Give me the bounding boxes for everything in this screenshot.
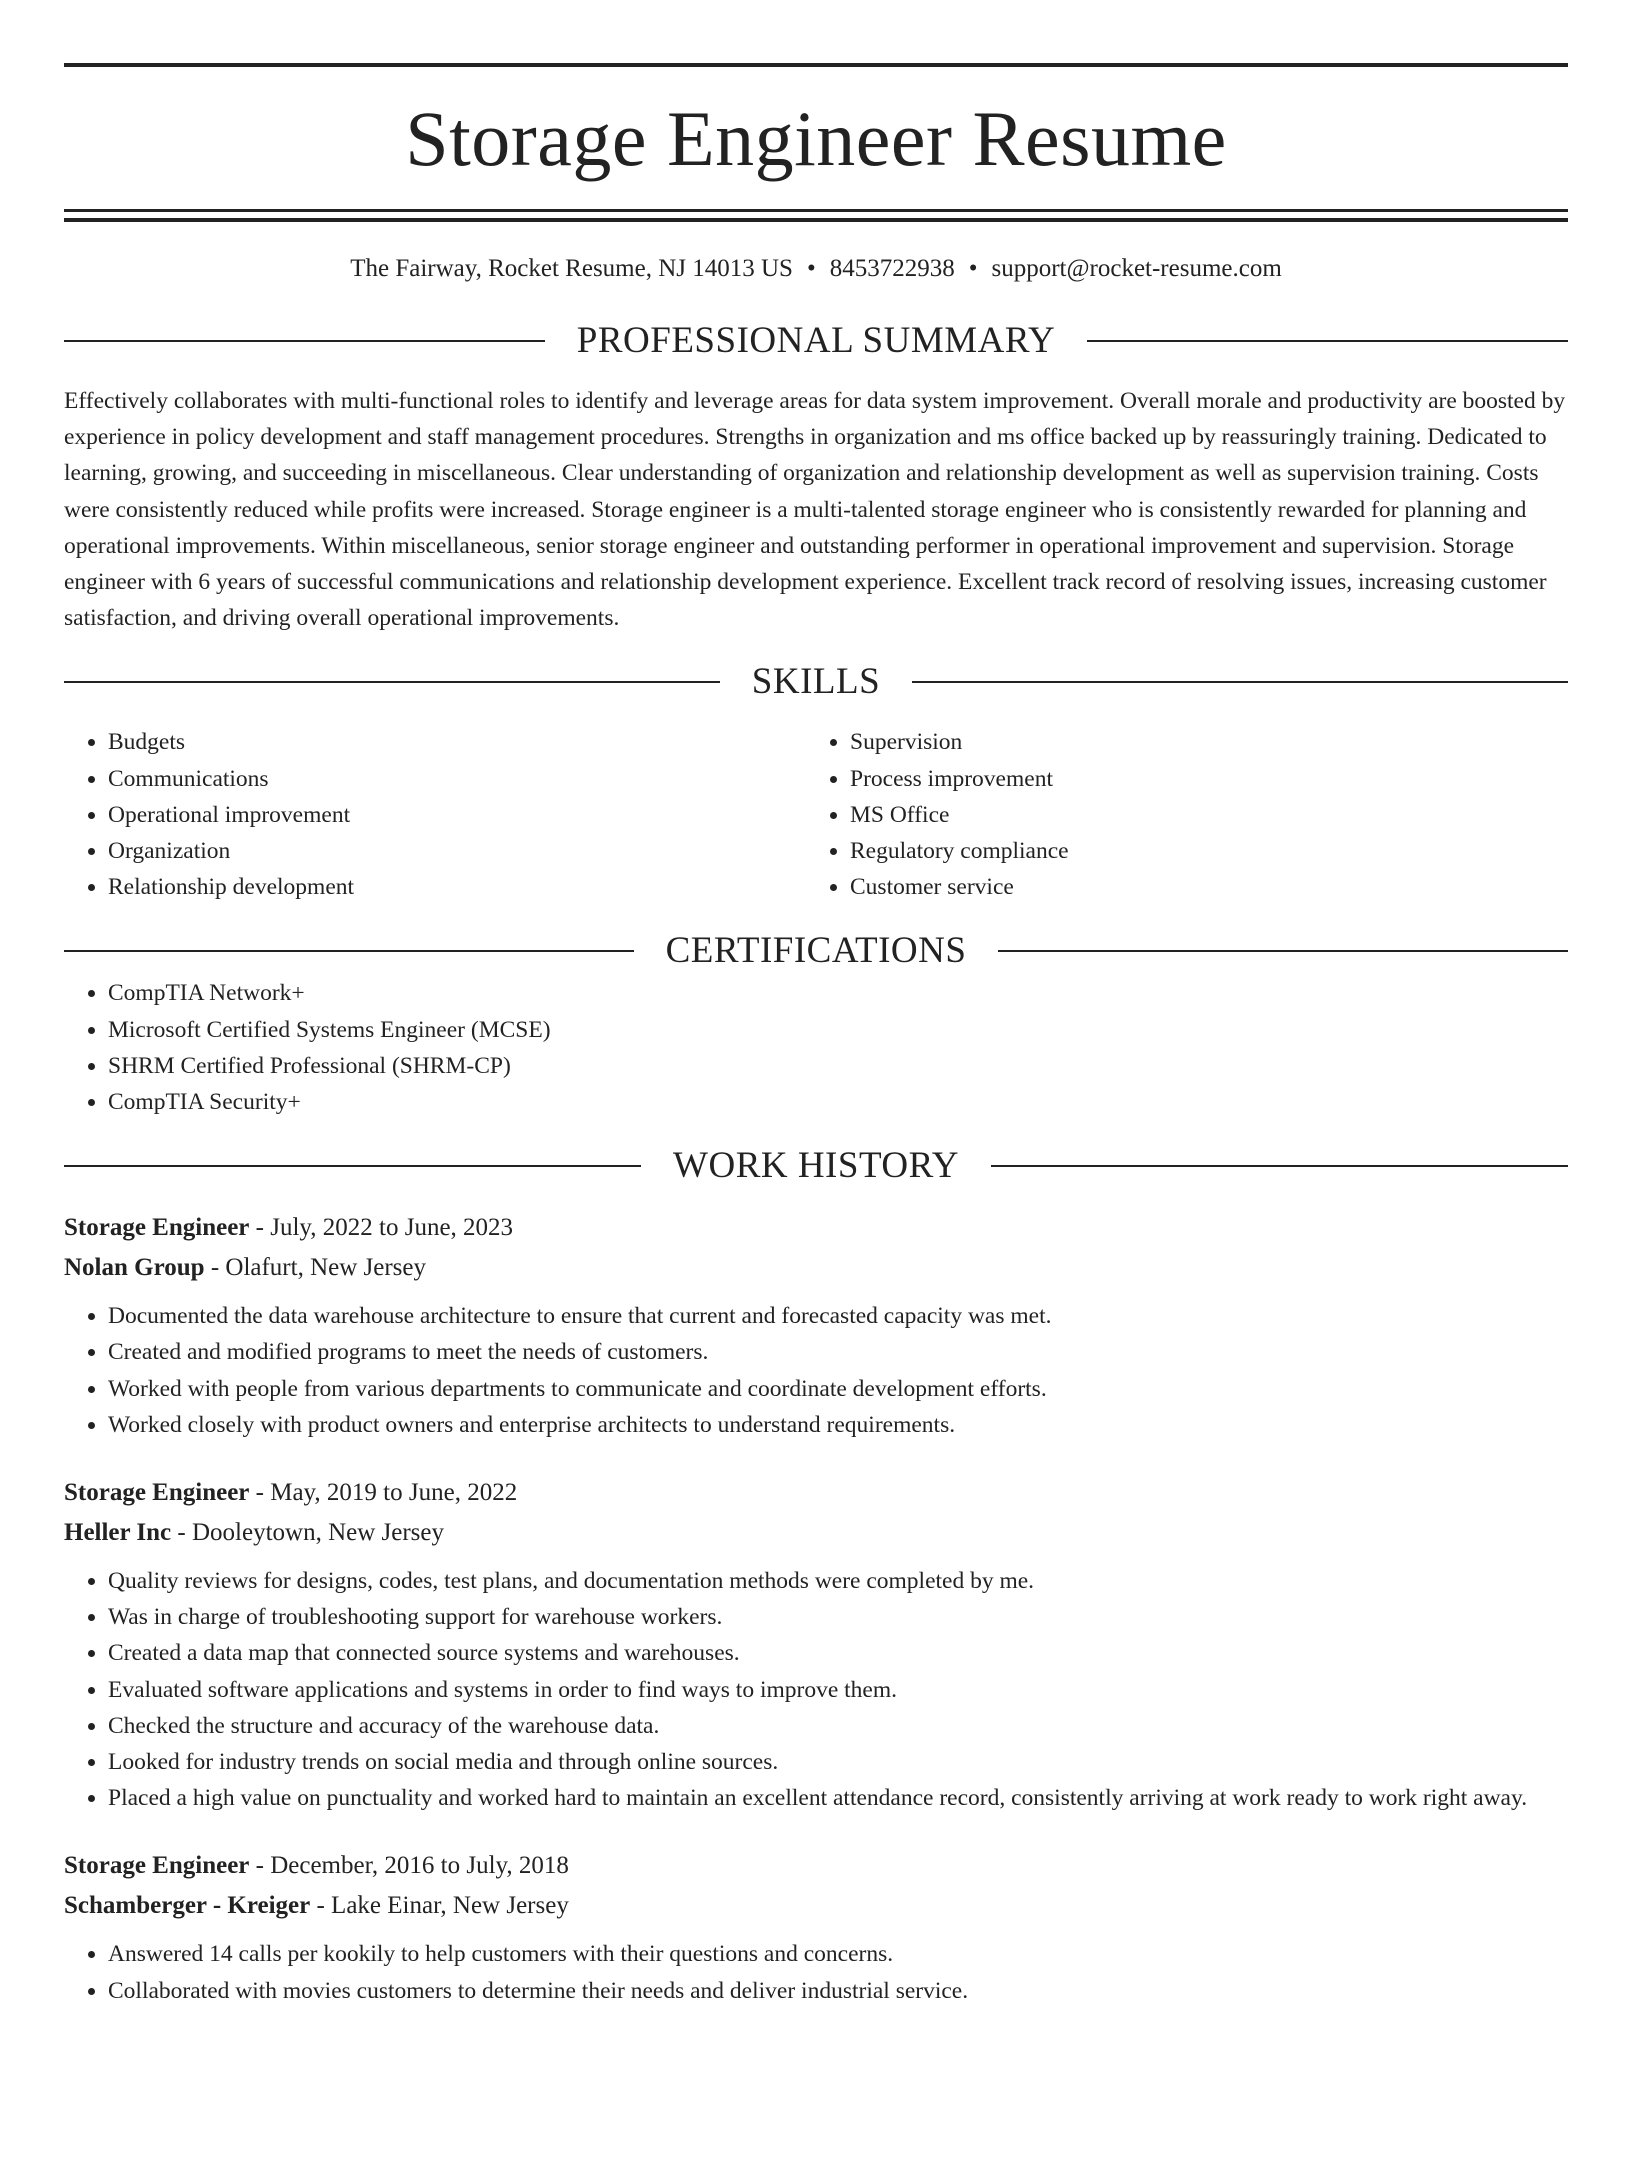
skill-item: • MS Office	[850, 797, 1548, 833]
job-company-line	[64, 1513, 1568, 1553]
contact-phone: 8453722938	[829, 255, 955, 282]
job-bullet: • Worked with people from various departments to communicate and coordinate development efforts.	[108, 1371, 1568, 1407]
job-bullet: • Checked the structure and accuracy of the warehouse data.	[108, 1708, 1568, 1744]
top-rule	[64, 63, 1568, 67]
skills-column-right	[806, 724, 1548, 905]
skill-item: • Relationship development	[108, 869, 806, 905]
job-title-line	[64, 1208, 1568, 1248]
skill-item: • Operational improvement	[108, 797, 806, 833]
work-history-section-header	[64, 1142, 1568, 1190]
job-title: Storage Engineer	[64, 1852, 250, 1880]
contact-email[interactable]: support@rocket-resume.com	[991, 255, 1282, 282]
certification-item: • CompTIA Security+	[108, 1084, 1568, 1120]
contact-address: The Fairway, Rocket Resume, NJ 14013 US	[350, 255, 793, 282]
divider	[991, 1165, 1568, 1167]
job-bullet: • Worked closely with product owners and enterprise architects to understand requirements.	[108, 1407, 1568, 1443]
job-bullet: • Placed a high value on punctuality and worked hard to maintain an excellent attendance record, consistently arriving at work ready to work right away.	[108, 1780, 1568, 1816]
divider	[64, 681, 720, 683]
divider	[64, 950, 634, 952]
job-dates: - May, 2019 to June, 2022	[249, 1479, 518, 1507]
job-bullet: • Documented the data warehouse architecture to ensure that current and forecasted capacity was met.	[108, 1298, 1568, 1334]
contact-separator: •	[806, 255, 816, 282]
summary-heading: PROFESSIONAL SUMMARY	[576, 320, 1056, 361]
skill-item: • Customer service	[850, 869, 1548, 905]
skills-column-left	[64, 724, 806, 905]
title-double-rule	[64, 209, 1568, 222]
job-bullets	[64, 1298, 1568, 1443]
certification-item: • CompTIA Network+	[108, 975, 1568, 1011]
divider	[998, 950, 1568, 952]
job-bullets	[64, 1936, 1568, 2008]
job-dates: - December, 2016 to July, 2018	[249, 1852, 569, 1880]
job-title-line	[64, 1473, 1568, 1513]
job-bullets	[64, 1563, 1568, 1816]
skill-item: • Organization	[108, 833, 806, 869]
divider	[64, 1165, 641, 1167]
divider	[912, 681, 1568, 683]
job-bullet: • Collaborated with movies customers to determine their needs and deliver industrial service.	[108, 1973, 1568, 2009]
job-company: Heller Inc	[64, 1519, 172, 1547]
job-entry	[64, 1208, 1568, 1443]
job-bullet: • Was in charge of troubleshooting support for warehouse workers.	[108, 1599, 1568, 1635]
skill-item: • Communications	[108, 761, 806, 797]
divider	[1087, 340, 1568, 342]
job-company: Schamberger - Kreiger	[64, 1892, 311, 1920]
job-bullet: • Evaluated software applications and systems in order to find ways to improve them.	[108, 1672, 1568, 1708]
job-bullet: • Created and modified programs to meet the needs of customers.	[108, 1334, 1568, 1370]
job-title-line	[64, 1846, 1568, 1886]
certification-item: • SHRM Certified Professional (SHRM-CP)	[108, 1048, 1568, 1084]
job-company-line	[64, 1886, 1568, 1926]
job-location: - Lake Einar, New Jersey	[310, 1892, 569, 1920]
job-title: Storage Engineer	[64, 1214, 250, 1242]
resume-title: Storage Engineer Resume	[405, 95, 1227, 182]
job-bullet: • Quality reviews for designs, codes, test plans, and documentation methods were completed by me.	[108, 1563, 1568, 1599]
skills-heading: SKILLS	[751, 661, 881, 703]
certifications-list	[64, 975, 1568, 1120]
job-entry	[64, 1473, 1568, 1816]
job-entry	[64, 1846, 1568, 2008]
job-title: Storage Engineer	[64, 1479, 250, 1507]
job-company: Nolan Group	[64, 1254, 205, 1282]
contact-separator: •	[968, 255, 978, 282]
job-bullet: • Answered 14 calls per kookily to help customers with their questions and concerns.	[108, 1936, 1568, 1972]
divider	[64, 340, 545, 342]
resume-page	[0, 63, 1632, 2175]
skill-item: • Process improvement	[850, 761, 1548, 797]
job-bullet: • Looked for industry trends on social media and through online sources.	[108, 1744, 1568, 1780]
summary-text: Effectively collaborates with multi-functional roles to identify and leverage areas for data system improvement. Overall morale and productivity are boosted by experience in policy development and staff management procedures. Strengths in organization and ms office backed up by reassuringly training. Dedicated to learning, growing, and succeeding in miscellaneous. Clear understanding of organization and relationship development as well as supervision training. Costs were consistently reduced while profits were increased. Storage engineer is a multi-talented storage engineer who is consistently rewarded for planning and operational improvements. Within miscellaneous, senior storage engineer and outstanding performer in operational improvement and supervision. Storage engineer with 6 years of successful communications and relationship development experience. Excellent track record of resolving issues, increasing customer satisfaction, and driving overall operational improvements.	[64, 388, 1566, 632]
certifications-heading: CERTIFICATIONS	[665, 930, 967, 972]
skill-item: • Supervision	[850, 724, 1548, 760]
job-company-line	[64, 1248, 1568, 1288]
summary-section-header	[64, 317, 1568, 365]
job-location: - Olafurt, New Jersey	[204, 1254, 427, 1282]
job-bullet: • Created a data map that connected source systems and warehouses.	[108, 1635, 1568, 1671]
certifications-section-header	[64, 927, 1568, 975]
skills-section-header	[64, 658, 1568, 706]
job-dates: - July, 2022 to June, 2023	[249, 1214, 514, 1242]
certification-item: • Microsoft Certified Systems Engineer (MCSE)	[108, 1012, 1568, 1048]
contact-line	[64, 251, 1568, 287]
job-location: - Dooleytown, New Jersey	[171, 1519, 445, 1547]
work-history-heading: WORK HISTORY	[673, 1145, 959, 1187]
skill-item: • Budgets	[108, 724, 806, 760]
skills-list	[64, 724, 1568, 905]
skill-item: • Regulatory compliance	[850, 833, 1548, 869]
